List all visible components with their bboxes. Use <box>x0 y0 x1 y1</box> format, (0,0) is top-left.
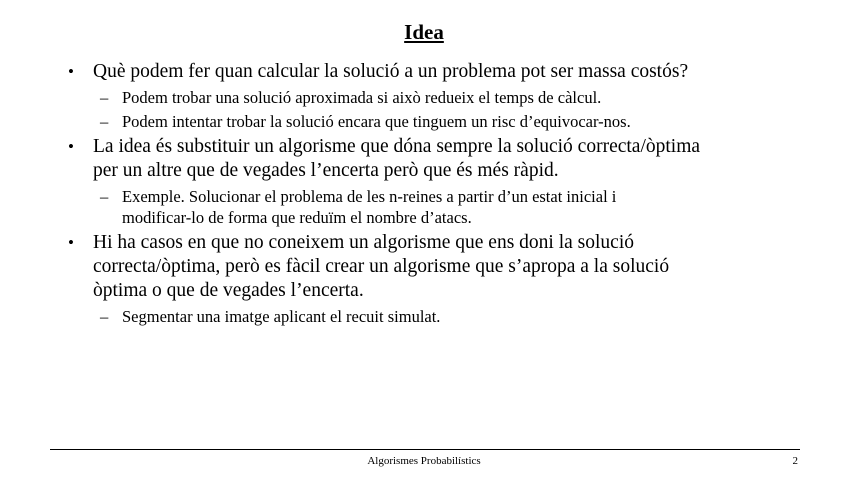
bullet-item <box>60 231 800 303</box>
page-number: 2 <box>792 455 798 467</box>
footer-divider <box>50 449 800 450</box>
sub-bullet-item <box>60 306 800 327</box>
footer-title: Algorismes Probabilístics <box>367 455 481 467</box>
bullet-icon: • <box>68 62 74 81</box>
dash-icon: – <box>100 88 109 107</box>
bullet-text-line: per un altre que de vegades l’encerta però que és més ràpid. <box>93 160 559 181</box>
bullet-item <box>60 135 800 183</box>
bullet-text-line: correcta/òptima, però es fàcil crear un algorisme que s’apropa a la solució <box>93 256 670 277</box>
sub-bullet-item <box>60 87 800 108</box>
slide-content <box>60 60 800 330</box>
dash-icon: – <box>100 307 109 326</box>
bullet-text: Què podem fer quan calcular la solució a un problema pot ser massa costós? <box>93 61 689 82</box>
bullet-text-line: Hi ha casos en que no coneixem un algorisme que ens doni la solució <box>93 232 634 253</box>
bullet-icon: • <box>68 137 74 156</box>
sub-bullet-item <box>60 111 800 132</box>
bullet-text-line: La idea és substituir un algorisme que dóna sempre la solució correcta/òptima <box>93 136 701 157</box>
sub-bullet-text-line: modificar-lo de forma que reduïm el nombre d’atacs. <box>122 208 472 227</box>
bullet-item <box>60 60 800 84</box>
bullet-icon: • <box>68 233 74 252</box>
sub-bullet-item <box>60 186 800 228</box>
sub-bullet-text: Podem intentar trobar la solució encara que tinguem un risc d’equivocar-nos. <box>122 112 631 131</box>
dash-icon: – <box>100 187 109 206</box>
sub-bullet-text-line: Exemple. Solucionar el problema de les n-reines a partir d’un estat inicial i <box>122 187 617 206</box>
slide-title: Idea <box>404 20 444 44</box>
dash-icon: – <box>100 112 109 131</box>
sub-bullet-text: Podem trobar una solució aproximada si això redueix el temps de càlcul. <box>122 88 602 107</box>
bullet-text-line: òptima o que de vegades l’encerta. <box>93 280 364 301</box>
sub-bullet-text: Segmentar una imatge aplicant el recuit simulat. <box>122 307 441 326</box>
